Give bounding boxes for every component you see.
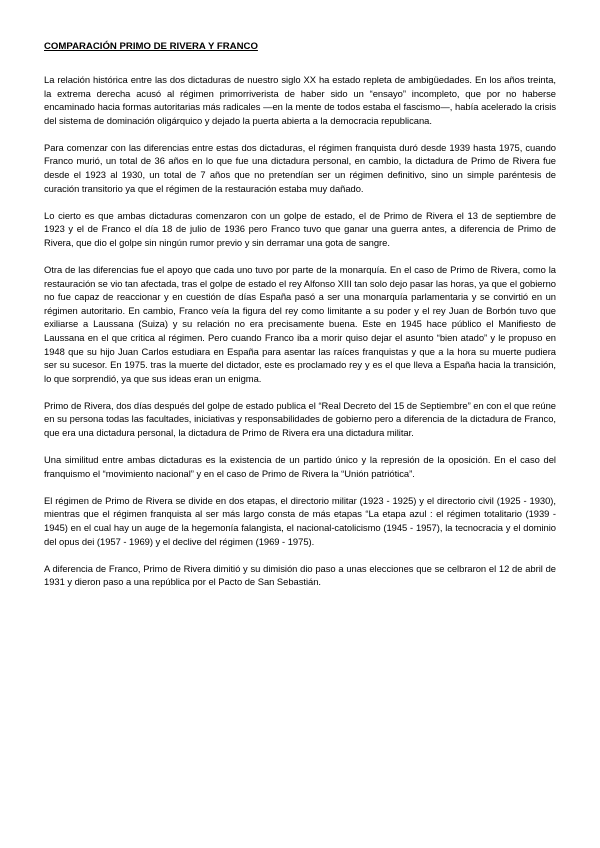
- paragraph-stages: El régimen de Primo de Rivera se divide en dos etapas, el directorio militar (1923 - 1925) y el directorio civil (1925 - 1930), mientras que el régimen franquista al ser más largo consta de más etapas “La etapa azul : el régimen totalitario (1939 - 1945) en el cual hay un auge de la hegemonía falangista, el nacional-catolicismo (1945 - 1957), la tecnocracia y el dominio del opus dei (1957 - 1969) y el declive del régimen (1969 - 1975).: [44, 494, 556, 547]
- paragraph-decree: Primo de Rivera, dos días después del golpe de estado publica el “Real Decreto del 15 de Septiembre” en con el que reúne en su persona todas las facultades, iniciativas y responsabilidades de gobierno pero a diferencia de la dictadura de Franco, que era una dictadura personal, la dictadura de Primo de Rivera era una dictadura militar.: [44, 399, 556, 439]
- paragraph-resignation: A diferencia de Franco, Primo de Rivera dimitió y su dimisión dio paso a unas elecciones que se celbraron el 12 de abril de 1931 y dieron paso a una república por el Pacto de San Sebastián.: [44, 562, 556, 588]
- paragraph-single-party: Una similitud entre ambas dictaduras es la existencia de un partido único y la represión de la oposición. En el caso del franquismo el “movimiento nacional” y en el caso de Primo de Rivera la “Unión patriótica”.: [44, 454, 556, 479]
- paragraph-intro: La relación histórica entre las dos dictaduras de nuestro siglo XX ha estado repleta de ambigüedades. En los años treinta, la extrema derecha acusó al régimen primorriverista de haber sido un “ensayo” incompleto, que por no haberse encaminado hacia formas autoritarias más radicales —en la mente de todos estaba el fascismo—, había acelerado la crisis del sistema de dominación oligárquico y dejado la puerta abierta a la democracia republicana.: [44, 74, 556, 126]
- paragraph-coup: Lo cierto es que ambas dictaduras comenzaron con un golpe de estado, el de Primo de Rivera el 13 de septiembre de 1923 y el de Franco el día 18 de julio de 1936 pero Franco tuvo que ganar una guerra antes, a diferencia de Primo de Rivera, que dio el golpe sin ningún rumor previo y sin derramar una gota de sangre.: [44, 209, 556, 248]
- document-title: COMPARACIÓN PRIMO DE RIVERA Y FRANCO: [44, 41, 258, 52]
- paragraph-monarchy: Otra de las diferencias fue el apoyo que cada uno tuvo por parte de la monarquía. En el caso de Primo de Rivera, como la restauración se vio tan afectada, tras el golpe de estado el rey Alfonso XIII tan solo dejo pasar las horas, ya que el gobierno no fue capaz de reaccionar y en cuestión de días España pasó a ser una monarquía parlamentaria y se convirtió en un régimen autoritario. En cambio, Franco veía la figura del rey como limitante a su poder y el rey Juan de Borbón tuvo que exiliarse a Laussana (Suiza) y su relación no era precisamente buena. Este en 1945 hace público el Manifiesto de Laussana en el que critica al régimen. Pero cuando Franco iba a morir quiso dejar el asunto “bien atado” y le propuso en 1948 que su hijo Juan Carlos estudiara en España para asentar las raíces franquistas y que a la hora su muerte pudiera ser su sucesor. En 1975. tras la muerte del dictador, este es proclamado rey y es el que lleva a España hacia la transición, lo que sorprendió, ya que sus ideas eran un enigma.: [44, 264, 556, 384]
- document-page: [44, 40, 556, 602]
- paragraph-duration: Para comenzar con las diferencias entre estas dos dictaduras, el régimen franquista duró desde 1939 hasta 1975, cuando Franco murió, un total de 36 años en lo que fue una dictadura personal, en cambio, la dictadura de Primo de Rivera fue desde el 1923 al 1930, un total de 7 años que no pretendían ser un régimen definitivo, sino un simple paréntesis de curación transitorio ya que el régimen de la restauración estaba muy dañado.: [44, 141, 556, 194]
